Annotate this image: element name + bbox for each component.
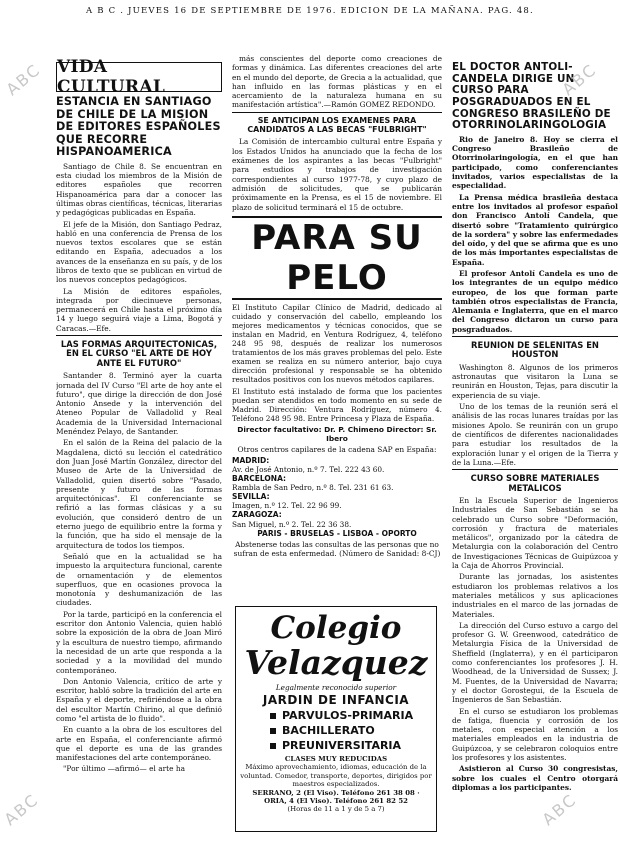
article-paragraph: En el salón de la Reina del palacio de la Magdalena, dictó su lección el catedrático don Juan José Martín González, director del Museo de Arte de la Universidad de Valladolid, quien disertó sobre "Pasado, presente y futuro de las formas arquitectónicas". El conferenciante se refirió a las formas clásicas y a su evolución, que consideró dentro de un eterno juego de equilibrio entre la forma y la función, que ha sido el mensaje de la arquitectura de todos los tiempos. [56,438,222,550]
article-paragraph: Señaló que en la actualidad se ha impuesto la arquitectura funcional, carente de ornamentación y de elementos superfluos, que en ocasiones provoca la monotonía y deshumanización de las ciudades. [56,551,222,608]
masthead: A B C . JUEVES 16 DE SEPTIEMBRE DE 1976. EDICION DE LA MAÑANA. PAG. 48. [86,6,534,16]
colegio-item: BACHILLERATO [270,724,436,737]
city-address: Imagen, n.º 12. Tel. 22 96 99. [232,501,342,511]
colegio-address: SERRANO, 2 (El Viso). Teléfono 261 38 08 · ORIA, 4 (El Viso). Teléfono 261 82 52 [252,788,420,806]
colegio-jardin: JARDIN DE INFANCIA [262,693,410,707]
article-paragraph: El jefe de la Misión, don Santiago Pedraz, habló en una conferencia de Prensa de los nuevos textos escolares que se están editando en España, adecuados a los avances de la enseñanza en su país, y de los libros de texto que se publican en virtud de los nuevos conceptos pedagógicos. [56,219,222,285]
article-paragraph: La dirección del Curso estuvo a cargo del profesor G. W. Greenwood, catedrático de Metalurgia Física de la Universidad de Sheffield (Inglaterra), y en él participaron como conferenciantes los profesores J. H. Woodhead, de la Universidad de Sussex; J. M. Fuentes, de la Universidad de Navarra; y el doctor Gorostegui, de la Escuela de Ingenieros de San Sebastián. [452,620,618,705]
divider [452,336,618,337]
colegio-item: PREUNIVERSITARIA [270,739,436,752]
article-paragraph: El profesor Antolí Candela es uno de los integrantes de un equipo médico europeo, de los que forman parte también otros especialistas de Francia, Alemania e Inglaterra, que en el marco del Congreso dictaron un curso para posgraduados. [452,269,618,334]
article-paragraph: La Prensa médica brasileña destaca entre los invitados al profesor español don Francisco Antolí Candela, que disertó sobre "Tratamiento quirúrgico de la sordera" y sobre las enfermedades del oído, y del que se afirma que es uno de los más importantes especialistas de España. [452,192,618,267]
ad-footer: Abstenerse todas las consultas de las personas que no sufran de esta enfermedad. (Número de Sanidad: 8-CJ) [233,539,441,558]
article-paragraph: Rio de Janeiro 8. Hoy se cierra el Congreso Brasileño de Otorrinolaringología, en el que han participado, como conferenciantes invitados, varios especialistas de la especialidad. [452,134,618,191]
city-heading: ZARAGOZA: [232,510,282,520]
colegio-info: Máximo aprovechamiento, idiomas, educación de la voluntad. Comedor, transporte, deportes, dirigidos por maestros especializados. [240,763,432,789]
colegio-subtitle: Legalmente reconocido superior [275,683,397,692]
divider [56,335,222,336]
city-address: Av. de José Antonio, n.º 7. Tel. 222 43 60. [232,465,385,475]
article-paragraph: Santiago de Chile 8. Se encuentran en esta ciudad los miembros de la Misión de editores españoles que recorren Hispanoamérica para dar a conocer las últimas obras científicas, técnicas, literarias y pedagógicas publicadas en España. [56,161,222,218]
headline-fulbright: SE ANTICIPAN LOS EXAMENES PARA CANDIDATOS A LAS BECAS "FULBRIGHT" [247,115,427,134]
city-address: Rambla de San Pedro, n.º 8. Tel. 231 61 63. [232,483,394,493]
city-heading: SEVILLA: [232,492,270,502]
column-2 [232,44,442,604]
bullet-icon [270,743,276,749]
ad-paragraph: El Instituto está instalado de forma que los pacientes puedan ser atendidos en todo momento en su sede de Madrid. Dirección: Ventura Rodríguez, número 4. Teléfono 248 95 98. Entre Princesa y Plaza de España. [232,386,442,423]
article-paragraph: En la Escuela Superior de Ingenieros Industriales de San Sebastián se ha celebrado un Curso sobre "Deformación, corrosión y fractura de materiales metálicos", organizado por la cátedra de Metalurgia con la colaboración del Centro de Investigaciones Técnicas de Guipúzcoa y la Caja de Ahorros Provincial. [452,495,618,571]
divider [232,112,442,113]
ad-title: PARA SU PELO [232,216,442,300]
colegio-logo-name: Velazquez [244,643,428,682]
article-paragraph: Santander 8. Terminó ayer la cuarta jornada del IV Curso "El arte de hoy ante el futuro", que dirige la dirección de don José Antonio Ansede y la intervención del Ateneo Popular de Valladolid y Real Academia de la Universidad Internacional Menéndez Pelayo, de Santander. [56,371,222,437]
column-3 [452,58,618,848]
ad-cities: PARIS - BRUSELAS - LISBOA - OPORTO [257,528,417,538]
ad-otros: Otros centros capilares de la cadena SAP en España: [237,444,437,454]
article-paragraph: más conscientes del deporte como creaciones de formas y dinámica. Las diferentes creaciones del arte en el mundo del deporte, de Grecia a la actualidad, que han influido en las formas plásticas y en el acercamiento de la naturaleza humana en su manifestación artística".—Ramón GOMEZ REDONDO. [232,54,442,110]
section-title: VIDA CULTURAL [56,62,222,92]
article-paragraph: Por la tarde, participó en la conferencia el escritor don Antonio Valencia, quien habló sobre la exposición de la obra de Joan Miró y la escultura de nuestro tiempo, afirmando la necesidad de un arte que responda a la sociedad y a la movilidad del mundo contemporáneo. [56,609,222,675]
city-heading: MADRID: [232,455,270,465]
headline-antoli: EL DOCTOR ANTOLI-CANDELA DIRIGE UN CURSO PARA POSGRADUADOS EN EL CONGRESO BRASILEÑO DE OTORRINOLARINGOLOGIA [452,61,611,132]
headline-selenitas: REUNION DE SELENITAS EN HOUSTON [471,340,599,360]
article-paragraph: Uno de los temas de la reunión será el análisis de las rocas lunares traídas por las misiones Apolo. Se reunirán con un grupo de científicos de diferentes nacionalidades para estudiar los resultados de la exploración lunar y el origen de la Tierra y de la Luna.—Efe. [452,402,618,467]
article-paragraph: Durante las jornadas, los asistentes estudiaron los problemas relativos a los materiales metálicos y sus aplicaciones industriales en el marco de las jornadas de Materiales. [452,572,618,619]
ad-director: Director facultativo: Dr. P. Chimeno Director: Sr. Ibero [237,424,437,443]
watermark-logo: ABC [538,789,581,830]
article-paragraph: La Misión de editores españoles, integrada por diecinueve personas, permanecerá en Chile hasta el próximo día 14 y luego seguirá viaje a Lima, Bogotá y Caracas.—Efe. [56,286,222,333]
bullet-icon [270,728,276,734]
headline-chile: ESTANCIA EN SANTIAGO DE CHILE DE LA MISION DE EDITORES ESPAÑOLES QUE RECORRE HISPANOAMERICA [56,95,221,159]
colegio-ad [235,606,437,832]
article-paragraph: En cuanto a la obra de los escultores del arte en España, el conferenciante afirmó que el deporte es una de las grandes manifestaciones del arte contemporáneo. [56,725,222,763]
colegio-hours: (Horas de 11 a 1 y de 5 a 7) [287,805,385,814]
headline-materiales: CURSO SOBRE MATERIALES METALICOS [470,473,600,493]
city-heading: BARCELONA: [232,474,287,484]
article-paragraph: Don Antonio Valencia, crítico de arte y escritor, habló sobre la tradición del arte en España y el deporte, refiriéndose a la obra del escultor Martín Chirino, al que definió como "el artista de lo fluido". [56,676,222,723]
article-paragraph: Washington 8. Algunos de los primeros astronautas que visitaron la Luna se reunirán en Houston, Tejas, para discutir la experiencia de su viaje. [452,362,618,400]
city-address: San Miguel, n.º 2. Tel. 22 36 38. [232,519,352,529]
bullet-icon [270,713,276,719]
headline-arquitectura: LAS FORMAS ARQUITECTONICAS, EN EL CURSO "EL ARTE DE HOY ANTE EL FUTURO" [60,339,218,368]
article-paragraph: En el curso se estudiaron los problemas de fatiga, fluencia y corrosión de los metales, con especial atención a los materiales empleados en la industria de Guipúzcoa, y se celebraron coloquios entre los profesores y los asistentes. [452,706,618,762]
watermark-logo: ABC [0,789,43,830]
colegio-clases: CLASES MUY REDUCIDAS [284,755,388,763]
watermark-logo: ABC [558,59,601,100]
article-paragraph: La Comisión de intercambio cultural entre España y los Estados Unidos ha anunciado que la fecha de los exámenes de los aspirantes a las becas "Fulbright" para estudios y trabajos de investigación correspondientes al curso 1977-78, y cuyo plazo de admisión de solicitudes, que se publicarán próximamente en la Prensa, es el 15 de noviembre. El plazo de solicitud terminará el 15 de octubre. [232,137,442,212]
article-paragraph: "Por último —afirmó— el arte ha [63,764,186,774]
colegio-item: PARVULOS-PRIMARIA [270,709,436,722]
divider [452,469,618,470]
ad-paragraph: El Instituto Capilar Clínico de Madrid, dedicado al cuidado y conservación del cabello, empleando los mejores medicamentos y técnicas conocidos, que se instalan en Madrid, en Ventura Rodríguez, 4, teléfono 248 95 98, después de realizar los numerosos tratamientos de los más graves problemas del pelo. Este examen se realiza en su número anterior, bajo cuya dirección profesional y responsable se ha obtenido resultados positivos con los nuevos métodos capilares. [232,302,442,384]
watermark-logo: ABC [2,59,45,100]
column-1 [56,58,222,848]
colegio-logo: Colegio [270,610,402,646]
article-paragraph: Asistieron al Curso 30 congresistas, sobre los cuales el Centro otorgará diplomas a los participantes. [452,764,618,792]
